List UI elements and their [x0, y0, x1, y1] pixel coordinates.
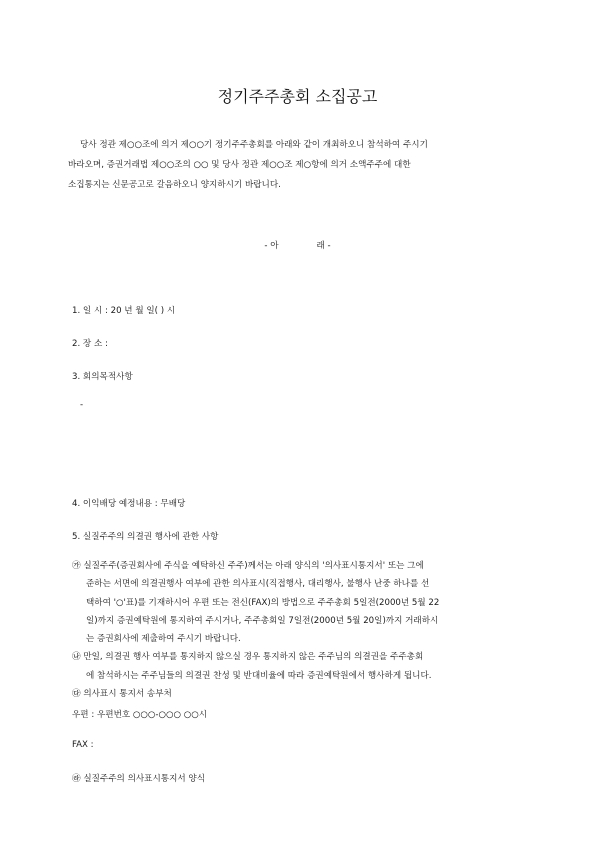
voting-line: ㉮ 실질주주(증권회사에 주식을 예탁하신 주주)께서는 아래 양식의 '의사표시통지서' 또는 그에 [72, 561, 424, 571]
form-heading: ㉱ 실질주주의 의사표시통지서 양식 [72, 774, 206, 784]
intro-line: 당사 정관 제○○조에 의거 제○○기 정기주주총회를 아래와 같이 개최하오니 참석하여 주시기 [80, 140, 428, 150]
voting-line: 에 참석하시는 주주님들의 의결권 찬성 및 반대비율에 따라 증권예탁원에서 행사하게 됩니다. [86, 670, 432, 681]
voting-line: 일)까지 증권예탁원에 통지하여 주시거나, 주주총회일 7일전(2000년 5월 20일)까지 거래하시 [86, 615, 439, 626]
item-place: 2. 장 소 : [72, 339, 108, 349]
item-dividend: 4. 이익배당 예정내용 : 무배당 [72, 499, 186, 509]
item-agenda: 3. 회의목적사항 [72, 372, 133, 382]
fax-number: FAX : [72, 740, 94, 750]
intro-line: 바라오며, 증권거래법 제○○조의 ○○ 및 당사 정관 제○○조 제○항에 의거 소액주주에 대한 [68, 160, 411, 170]
voting-line: ㉯ 만일, 의결권 행사 여부를 통지하지 않으실 경우 통지하지 않은 주주님의 의결권을 주주총회 [72, 652, 424, 663]
item-voting: 5. 실질주주의 의결권 행사에 관한 사항 [72, 532, 219, 542]
voting-line: 택하여 '○'표)를 기재하시어 우편 또는 전신(FAX)의 방법으로 주주총회 5일전(2000년 5월 22 [86, 597, 440, 608]
postal-address: 우편 : 우편번호 ○○○-○○○ ○○시 [72, 710, 208, 720]
section-heading-below [0, 239, 595, 251]
heading-left: - 아 [264, 241, 279, 251]
voting-details [72, 557, 532, 703]
intro-paragraph [68, 135, 530, 195]
voting-line: 는 증권회사에 제출하여 주시기 바랍니다. [86, 634, 241, 645]
page-title: 정기주주총회 소집공고 [217, 87, 378, 106]
item-datetime: 1. 일 시 : 20 년 월 일( ) 시 [72, 306, 176, 316]
voting-line: ㉰ 의사표시 통지서 송부처 [72, 689, 172, 700]
agenda-dash: - [80, 400, 84, 410]
heading-right: 래 - [316, 241, 331, 251]
intro-line: 소집통지는 신문공고로 갈음하오니 양지하시기 바랍니다. [68, 180, 281, 190]
voting-line: 준하는 서면에 의결권행사 여부에 관한 의사표시(직접행사, 대리행사, 불행사 난중 하나를 선 [86, 579, 430, 590]
